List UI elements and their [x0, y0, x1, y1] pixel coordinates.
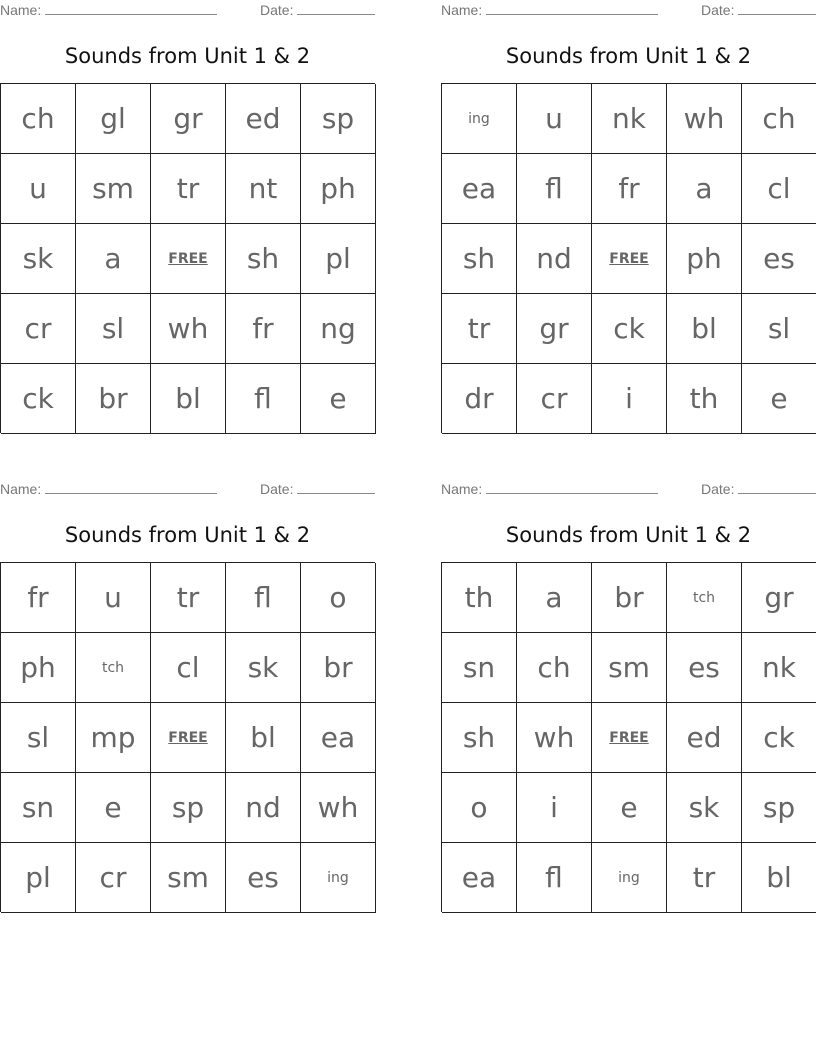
- grid-cell: ing: [592, 843, 667, 913]
- grid-cell: sn: [442, 633, 517, 703]
- grid-cell: ed: [226, 84, 301, 154]
- free-space-cell: FREE: [592, 224, 667, 294]
- date-field: [260, 481, 375, 497]
- grid-cell: bl: [742, 843, 816, 913]
- grid-cell: bl: [226, 703, 301, 773]
- date-line: [738, 492, 816, 494]
- date-line: [738, 13, 816, 15]
- grid-cell: ng: [301, 294, 376, 364]
- grid-cell: e: [592, 773, 667, 843]
- date-label: Date:: [260, 2, 294, 18]
- grid-cell: pl: [301, 224, 376, 294]
- grid-cell: ck: [1, 364, 76, 434]
- grid-cell: pl: [1, 843, 76, 913]
- grid-cell: i: [592, 364, 667, 434]
- bingo-card-4: [441, 479, 816, 912]
- grid-cell: ea: [301, 703, 376, 773]
- grid-cell: mp: [76, 703, 151, 773]
- grid-cell: sl: [742, 294, 816, 364]
- bingo-grid: [441, 83, 816, 433]
- free-space-cell: FREE: [151, 224, 226, 294]
- card-title: Sounds from Unit 1 & 2: [505, 523, 752, 547]
- grid-cell: ch: [1, 84, 76, 154]
- grid-cell: ch: [742, 84, 816, 154]
- name-field: [0, 2, 217, 18]
- grid-cell: sm: [76, 154, 151, 224]
- grid-cell: cl: [742, 154, 816, 224]
- grid-cell: nt: [226, 154, 301, 224]
- grid-cell: sp: [742, 773, 816, 843]
- grid-cell: sp: [151, 773, 226, 843]
- grid-cell: e: [76, 773, 151, 843]
- grid-cell: dr: [442, 364, 517, 434]
- grid-cell: ph: [301, 154, 376, 224]
- date-label: Date:: [701, 2, 735, 18]
- grid-cell: sh: [226, 224, 301, 294]
- grid-cell: fl: [226, 364, 301, 434]
- grid-cell: o: [442, 773, 517, 843]
- grid-cell: a: [76, 224, 151, 294]
- grid-cell: gr: [151, 84, 226, 154]
- grid-cell: sk: [1, 224, 76, 294]
- grid-cell: e: [742, 364, 816, 434]
- bingo-card-1: [0, 0, 375, 433]
- grid-cell: tch: [667, 563, 742, 633]
- grid-cell: es: [742, 224, 816, 294]
- date-field: [701, 2, 816, 18]
- grid-cell: ck: [742, 703, 816, 773]
- grid-cell: a: [517, 563, 592, 633]
- grid-cell: fl: [226, 563, 301, 633]
- grid-cell: gr: [742, 563, 816, 633]
- grid-cell: th: [667, 364, 742, 434]
- date-field: [701, 481, 816, 497]
- grid-cell: ph: [1, 633, 76, 703]
- grid-cell: cl: [151, 633, 226, 703]
- card-title: Sounds from Unit 1 & 2: [505, 44, 752, 68]
- name-field: [0, 481, 217, 497]
- grid-cell: ing: [442, 84, 517, 154]
- name-field: [441, 2, 658, 18]
- header-fields: [0, 0, 375, 22]
- grid-cell: cr: [517, 364, 592, 434]
- grid-cell: ch: [517, 633, 592, 703]
- grid-cell: e: [301, 364, 376, 434]
- grid-cell: sm: [151, 843, 226, 913]
- grid-cell: ea: [442, 154, 517, 224]
- grid-cell: fr: [1, 563, 76, 633]
- grid-cell: sh: [442, 703, 517, 773]
- grid-cell: gl: [76, 84, 151, 154]
- grid-cell: u: [1, 154, 76, 224]
- grid-cell: ck: [592, 294, 667, 364]
- bingo-grid: [441, 562, 816, 912]
- date-field: [260, 2, 375, 18]
- grid-cell: sk: [226, 633, 301, 703]
- grid-cell: wh: [667, 84, 742, 154]
- name-label: Name:: [0, 2, 42, 18]
- grid-cell: i: [517, 773, 592, 843]
- grid-cell: sk: [667, 773, 742, 843]
- free-space-cell: FREE: [151, 703, 226, 773]
- header-fields: [441, 479, 816, 501]
- grid-cell: cr: [1, 294, 76, 364]
- grid-cell: fl: [517, 843, 592, 913]
- date-line: [297, 492, 375, 494]
- grid-cell: u: [517, 84, 592, 154]
- grid-cell: gr: [517, 294, 592, 364]
- bingo-card-3: [0, 479, 375, 912]
- grid-cell: th: [442, 563, 517, 633]
- name-line: [486, 492, 658, 494]
- grid-cell: fr: [226, 294, 301, 364]
- grid-cell: ing: [301, 843, 376, 913]
- grid-cell: tr: [442, 294, 517, 364]
- grid-cell: wh: [517, 703, 592, 773]
- grid-cell: sh: [442, 224, 517, 294]
- grid-cell: br: [301, 633, 376, 703]
- name-line: [486, 13, 658, 15]
- name-line: [45, 13, 217, 15]
- grid-cell: es: [226, 843, 301, 913]
- grid-cell: nk: [742, 633, 816, 703]
- grid-cell: ea: [442, 843, 517, 913]
- grid-cell: nd: [226, 773, 301, 843]
- grid-cell: bl: [667, 294, 742, 364]
- grid-cell: nd: [517, 224, 592, 294]
- bingo-grid: [0, 83, 375, 433]
- grid-cell: fr: [592, 154, 667, 224]
- grid-cell: ph: [667, 224, 742, 294]
- grid-cell: sn: [1, 773, 76, 843]
- grid-cell: br: [592, 563, 667, 633]
- grid-cell: cr: [76, 843, 151, 913]
- name-label: Name:: [0, 481, 42, 497]
- grid-cell: tr: [151, 154, 226, 224]
- grid-cell: sm: [592, 633, 667, 703]
- name-field: [441, 481, 658, 497]
- grid-cell: bl: [151, 364, 226, 434]
- grid-cell: tr: [151, 563, 226, 633]
- date-label: Date:: [260, 481, 294, 497]
- card-title: Sounds from Unit 1 & 2: [64, 44, 311, 68]
- grid-cell: br: [76, 364, 151, 434]
- bingo-grid: [0, 562, 375, 912]
- grid-cell: o: [301, 563, 376, 633]
- grid-cell: u: [76, 563, 151, 633]
- card-title: Sounds from Unit 1 & 2: [64, 523, 311, 547]
- header-fields: [0, 479, 375, 501]
- date-label: Date:: [701, 481, 735, 497]
- grid-cell: es: [667, 633, 742, 703]
- name-label: Name:: [441, 2, 483, 18]
- grid-cell: sl: [1, 703, 76, 773]
- grid-cell: ed: [667, 703, 742, 773]
- grid-cell: sp: [301, 84, 376, 154]
- bingo-card-2: [441, 0, 816, 433]
- date-line: [297, 13, 375, 15]
- grid-cell: a: [667, 154, 742, 224]
- name-line: [45, 492, 217, 494]
- grid-cell: tr: [667, 843, 742, 913]
- grid-cell: tch: [76, 633, 151, 703]
- header-fields: [441, 0, 816, 22]
- grid-cell: nk: [592, 84, 667, 154]
- grid-cell: wh: [301, 773, 376, 843]
- grid-cell: fl: [517, 154, 592, 224]
- grid-cell: sl: [76, 294, 151, 364]
- grid-cell: wh: [151, 294, 226, 364]
- name-label: Name:: [441, 481, 483, 497]
- free-space-cell: FREE: [592, 703, 667, 773]
